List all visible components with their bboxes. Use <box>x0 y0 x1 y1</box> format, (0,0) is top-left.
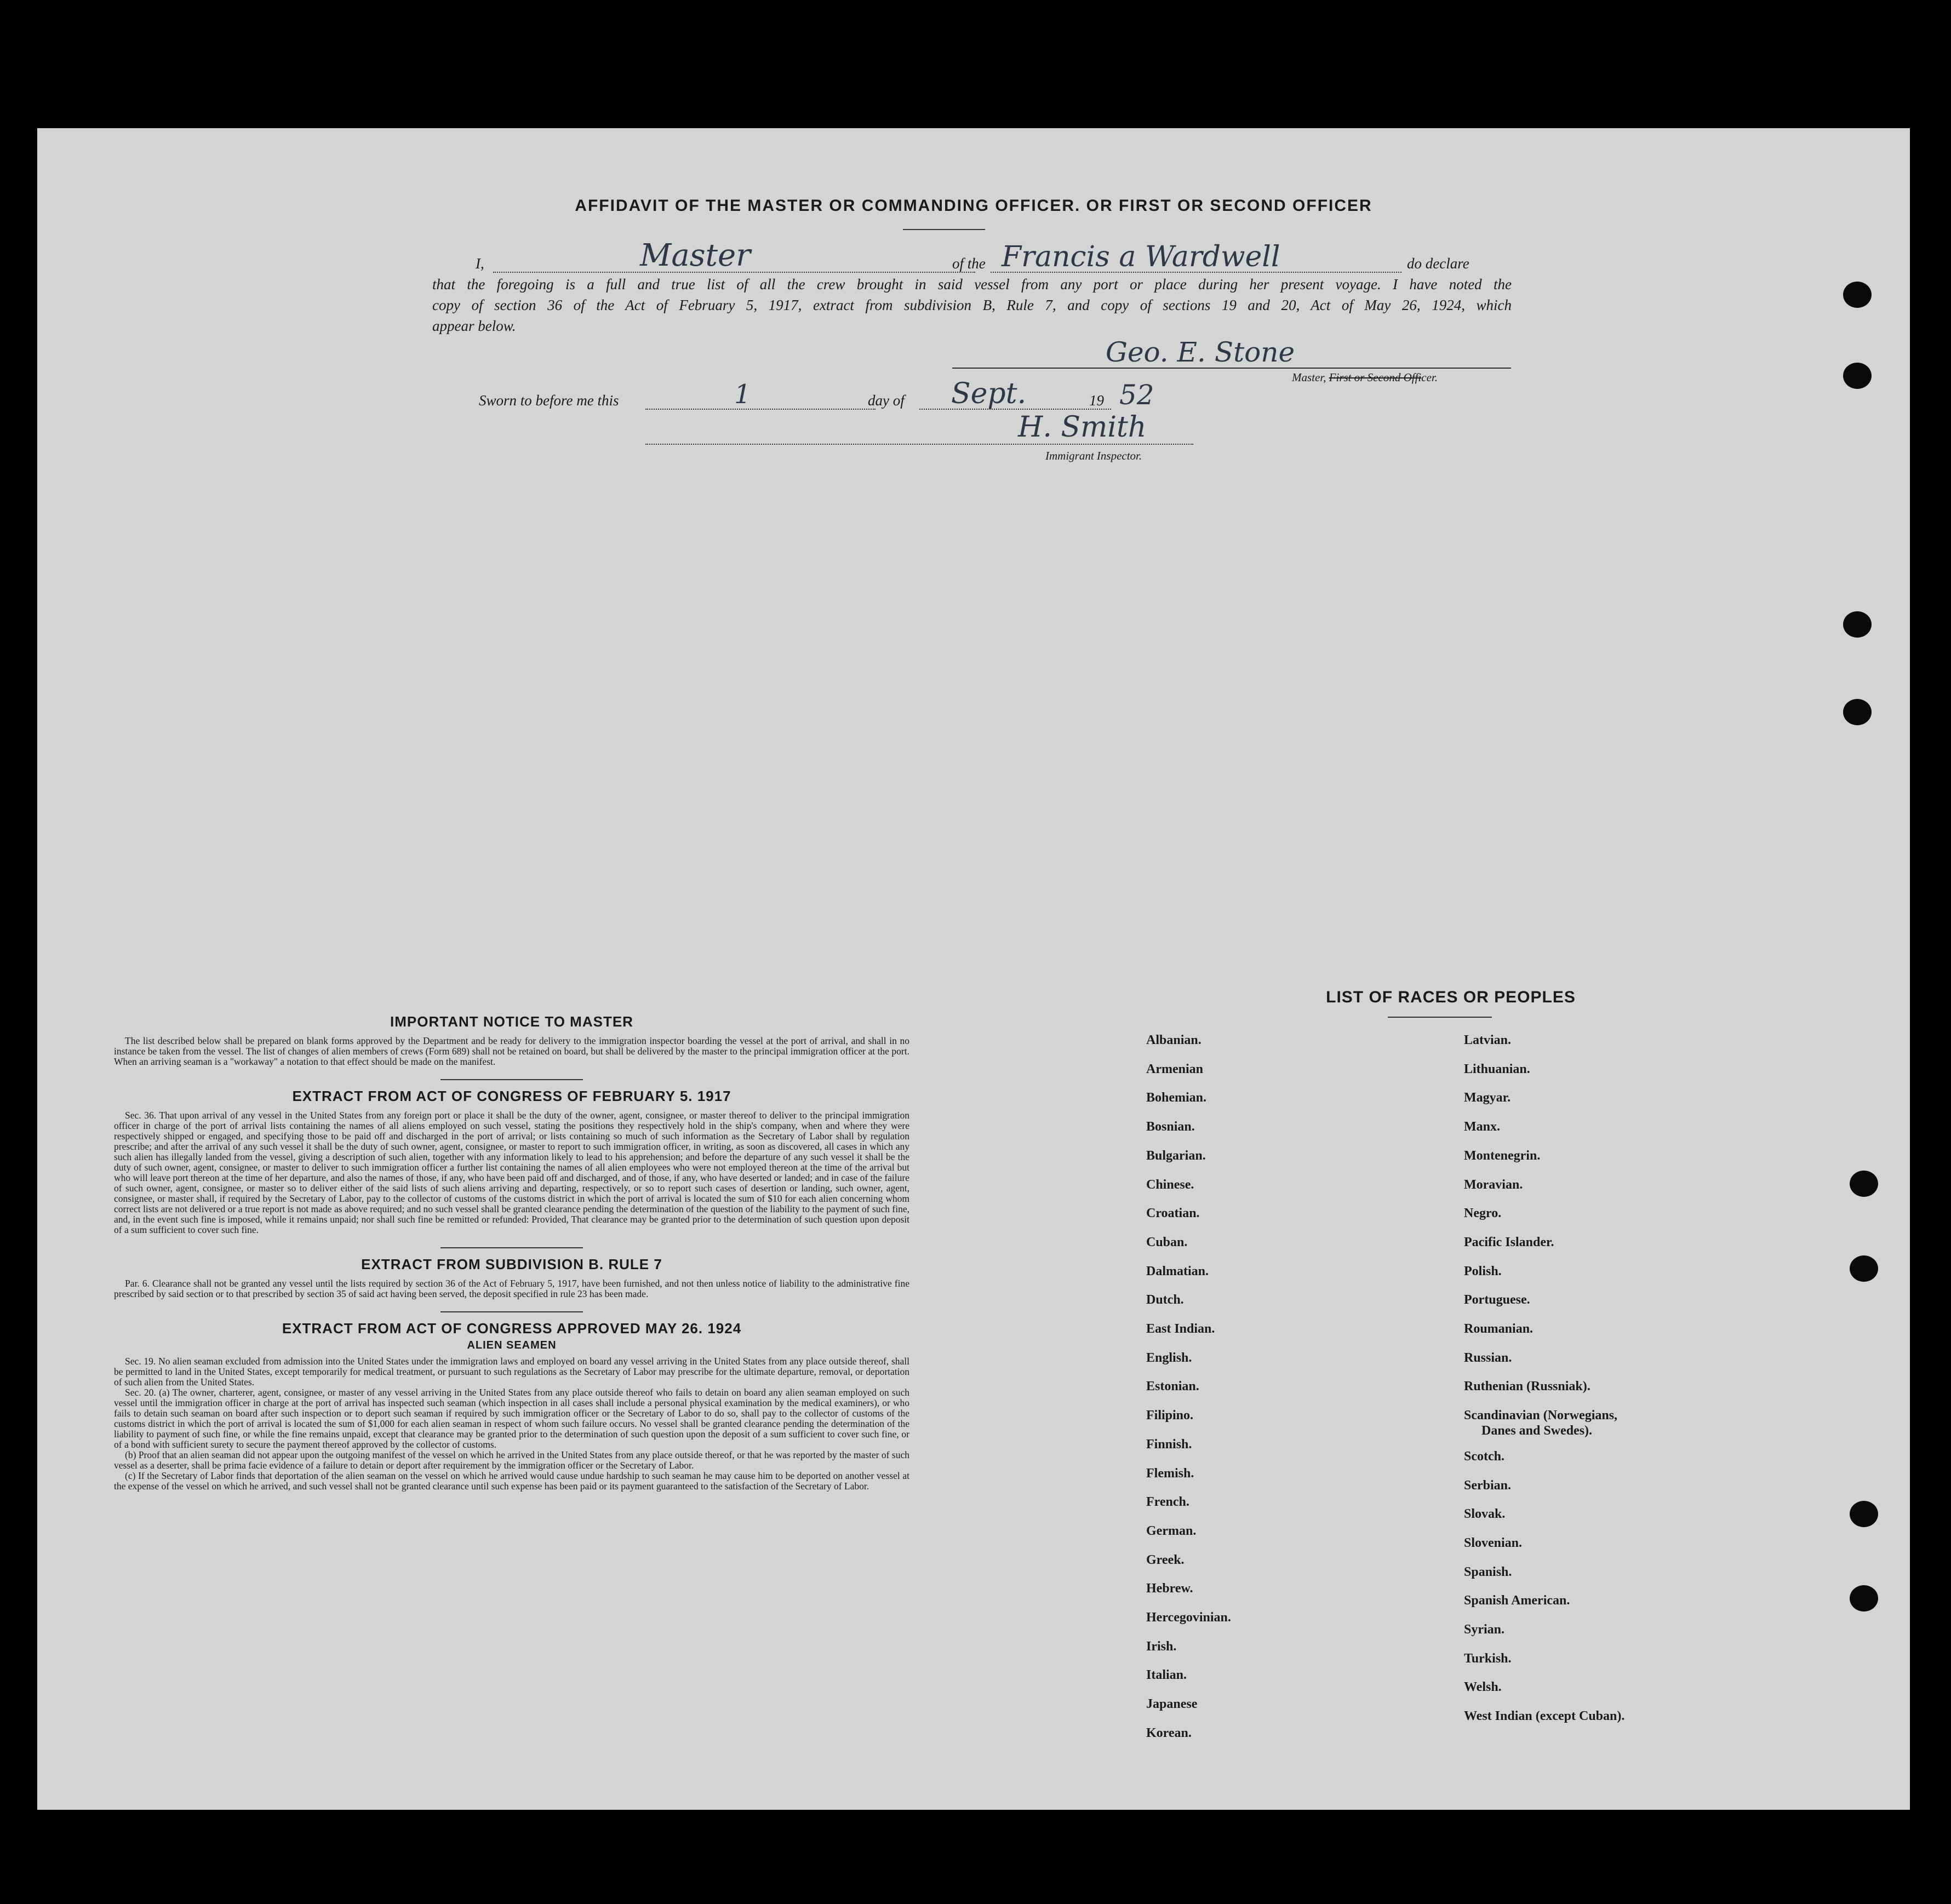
race-item: Dalmatian. <box>1146 1264 1209 1278</box>
race-item: German. <box>1146 1523 1197 1538</box>
binder-hole <box>1850 1171 1878 1197</box>
race-item: Greek. <box>1146 1552 1185 1567</box>
affidavit-body-line1: that the foregoing is a full and true list of all the crew brought in said vessel from any port or place during her present voyage. I have noted the <box>432 276 1512 293</box>
race-item: Russian. <box>1464 1350 1512 1365</box>
master-signature: Geo. E. Stone <box>1106 336 1295 368</box>
race-item: French. <box>1146 1495 1189 1510</box>
race-item: Scandinavian (Norwegians, <box>1464 1408 1618 1423</box>
notice-title: IMPORTANT NOTICE TO MASTER <box>390 1013 633 1030</box>
extract-1924-subtitle: ALIEN SEAMEN <box>467 1339 557 1351</box>
rule7-text: Par. 6. Clearance shall not be granted any vessel until the lists required by section 36 of the Act of February 5, 1917, have been furnished, and not then unless notice of liability to the administrative fine prescribed by said section or to that prescribed by section 35 of said act having been served, the deposit specified in rule 23 has been made. <box>114 1278 909 1299</box>
race-item: Manx. <box>1464 1120 1500 1134</box>
i-label: I, <box>476 255 484 272</box>
day-line <box>645 409 876 410</box>
race-item: Italian. <box>1146 1668 1187 1683</box>
race-item: Dutch. <box>1146 1293 1184 1307</box>
inspector-caption: Immigrant Inspector. <box>1045 449 1142 462</box>
sec20c-text: (c) If the Secretary of Labor finds that deportation of the alien seaman on the vessel on which he arrived would cause undue hardship to such seaman he may cause him to be deported on another vessel at the expense of the vessel on which he arrived, and such vessel shall not be granted clearance until such expense has been paid or its payment guaranteed to the satisfaction of the Secretary of Labor. <box>114 1470 909 1492</box>
race-item: Korean. <box>1146 1725 1192 1740</box>
binder-hole <box>1850 1585 1878 1611</box>
affidavit-body-line3: appear below. <box>432 318 516 334</box>
name-value: Master <box>640 238 751 273</box>
form-page <box>37 128 1910 1810</box>
binder-hole <box>1850 1255 1878 1282</box>
day-value: 1 <box>734 379 751 410</box>
notice-text: The list described below shall be prepared on blank forms approved by the Department and be ready for delivery to the immigration inspector boarding the vessel at the port of arrival, and shall in no instance be taken from the vessel. The list of changes of alien members of crews (Form 689) shall not be retained on board, but shall be delivered by the master to the principal immigration officer at the port. When an arriving seaman is a "workaway" a notation to that effect should be made on the manifest. <box>114 1035 909 1067</box>
extract-1924-title: EXTRACT FROM ACT OF CONGRESS APPROVED MAY 26. 1924 <box>282 1320 742 1337</box>
caption-end: cer. <box>1421 371 1438 384</box>
race-item: Serbian. <box>1464 1478 1512 1493</box>
races-title: LIST OF RACES OR PEOPLES <box>1326 988 1576 1006</box>
notice-column <box>114 1013 909 1492</box>
race-item: Roumanian. <box>1464 1322 1534 1336</box>
do-declare-label: do declare <box>1407 255 1469 272</box>
race-item: Hebrew. <box>1146 1581 1193 1596</box>
race-item: Montenegrin. <box>1464 1148 1541 1163</box>
sec20a-text: Sec. 20. (a) The owner, charterer, agent, consignee, or master of any vessel arriving in the United States from any place outside thereof who fails to detain on board any alien seaman employed on such vessel until the immigration officer in charge at the port of arrival has inspected such seaman (which inspection in all cases shall include a personal physical examination by the medical examiners), or who fails to detain such seaman on board after such inspection or to deport such seaman if required by such immigration officer or the Secretary of Labor to do so, shall pay to the collector of customs of the customs district in which the port of arrival is located the sum of $1,000 for each alien seaman in respect of whom such failure occurs. No vessel shall be granted clearance pending the determination of the liability to payment of such fine, or while the fine remains unpaid, except that clearance may be granted prior to the determination of such question upon the deposit of a sum sufficient to cover such fine, or of a bond with sufficient surety to secure the payment thereof approved by the collector of customs. <box>114 1387 909 1450</box>
race-item: Albanian. <box>1146 1033 1202 1047</box>
vessel-value: Francis a Wardwell <box>1002 240 1280 273</box>
divider <box>440 1079 583 1080</box>
month-value: Sept. <box>951 377 1027 410</box>
race-item: Slovenian. <box>1464 1535 1523 1550</box>
rule7-title: EXTRACT FROM SUBDIVISION B. RULE 7 <box>361 1256 662 1272</box>
race-item: Latvian. <box>1464 1033 1512 1047</box>
race-item: Ruthenian (Russniak). <box>1464 1379 1590 1394</box>
race-item: Moravian. <box>1464 1177 1523 1192</box>
day-of-label: day of <box>868 392 905 409</box>
affidavit-title: AFFIDAVIT OF THE MASTER OR COMMANDING OFFICER. OR FIRST OR SECOND OFFICER <box>575 197 1372 215</box>
race-item: Bohemian. <box>1146 1091 1207 1105</box>
race-item: Irish. <box>1146 1639 1177 1654</box>
extract-1917-text: Sec. 36. That upon arrival of any vessel in the United States from any foreign port or place it shall be the duty of the owner, agent, consignee, or master thereof to deliver to the principal immigration officer in charge of the port of arrival lists containing the names of all aliens employed on such vessel, stating the positions they respectively hold in the ship's company, when and where they were respectively shipped or engaged, and specifying those to be paid off and discharged in the port of arrival; or lists containing so much of such information as the Secretary of Labor shall by regulation prescribe; and after the arrival of any such vessel it shall be the duty of such owner, agent, consignee, or master to report to such immigration officer, in writing, as soon as discovered, all cases in which any such alien has illegally landed from the vessel, giving a description of such alien, together with any information likely to lead to his apprehension; and before the departure of any such vessel it shall be the duty of such owner, agent, consignee, or master to deliver to such immigration officer a further list containing the names of all alien employees who were not employed thereon at the time of the arrival but who will leave port thereon at the time of her departure, and also the names of those, if any, who have been paid off and discharged, and of those, if any, who have deserted or landed; and in case of the failure of such owner, agent, consignee, or master so to deliver either of the said lists of such aliens arriving and departing, respectively, or so to report such cases of desertion or landing, such owner, agent, consignee, or master shall, if required by the Secretary of Labor, pay to the collector of customs of the customs district in which the port of arrival is located the sum of $10 for each alien concerning whom correct lists are not delivered or a true report is not made as above required; and no such vessel shall be granted clearance pending the determination of the question of the liability to the payment of such fine, and, in the event such fine is imposed, while it remains unpaid; nor shall such fine be remitted or refunded: Provided, That clearance may be granted prior to the determination of such question upon deposit of a sum sufficient to cover such fine. <box>114 1110 909 1235</box>
race-item: Croatian. <box>1146 1206 1200 1221</box>
race-item: Spanish. <box>1464 1564 1512 1579</box>
race-item: Flemish. <box>1146 1466 1194 1481</box>
races-divider <box>1388 1017 1492 1018</box>
inspector-line <box>645 444 1193 445</box>
race-item: West Indian (except Cuban). <box>1464 1709 1625 1724</box>
binder-hole <box>1843 282 1872 308</box>
binder-hole <box>1843 611 1872 638</box>
race-item: English. <box>1146 1350 1192 1365</box>
extract-1917-title: EXTRACT FROM ACT OF CONGRESS OF FEBRUARY 5. 1917 <box>292 1088 731 1104</box>
race-item: Hercegovinian. <box>1146 1610 1231 1625</box>
race-item: Danes and Swedes). <box>1481 1424 1593 1438</box>
year-value: 52 <box>1119 379 1154 411</box>
sec20b-text: (b) Proof that an alien seaman did not appear upon the outgoing manifest of the vessel on which he arrived in the United States from any place outside thereof, or that he was reported by the master of such vessel as a deserter, shall be prima facie evidence of a failure to detain or deport after requirement by the immigration officer or the Secretary of Labor. <box>114 1449 909 1471</box>
caption-struck: First or Second Offi <box>1329 371 1422 384</box>
signature-caption <box>1292 371 1438 385</box>
sec19-text: Sec. 19. No alien seaman excluded from admission into the United States under the immigration laws and employed on board any vessel arriving in the United States from any place outside thereof, shall be permitted to land in the United States, except temporarily for medical treatment, or pursuant to such regulations as the Secretary of Labor may prescribe for the ultimate departure, removal, or deportation of such alien from the United States. <box>114 1356 909 1387</box>
race-item: Slovak. <box>1464 1507 1506 1522</box>
affidavit-body-line2: copy of section 36 of the Act of February 5, 1917, extract from subdivision B, Rule 7, and copy of sections 19 and 20, Act of May 26, 1924, which <box>432 297 1512 313</box>
race-item: Spanish American. <box>1464 1593 1570 1608</box>
binder-hole <box>1850 1501 1878 1527</box>
race-item: Filipino. <box>1146 1408 1194 1423</box>
title-divider <box>903 229 985 230</box>
race-item: Bosnian. <box>1146 1120 1195 1134</box>
caption-master: Master, <box>1292 371 1326 384</box>
race-item: East Indian. <box>1146 1322 1215 1336</box>
inspector-signature: H. Smith <box>1018 411 1147 444</box>
race-item: Lithuanian. <box>1464 1062 1530 1076</box>
race-item: Finnish. <box>1146 1437 1192 1452</box>
year-prefix: 19 <box>1089 392 1104 409</box>
divider <box>440 1311 583 1312</box>
of-the-label: of the <box>952 255 986 272</box>
race-item: Welsh. <box>1464 1680 1502 1695</box>
race-item: Japanese <box>1146 1697 1198 1712</box>
race-item: Bulgarian. <box>1146 1148 1206 1163</box>
race-item: Estonian. <box>1146 1379 1199 1394</box>
divider <box>440 1247 583 1248</box>
race-item: Turkish. <box>1464 1651 1512 1666</box>
race-item: Armenian <box>1146 1062 1203 1076</box>
race-item: Magyar. <box>1464 1091 1511 1105</box>
race-item: Negro. <box>1464 1206 1502 1221</box>
binder-hole <box>1843 699 1872 725</box>
binder-hole <box>1843 363 1872 389</box>
race-item: Pacific Islander. <box>1464 1235 1554 1249</box>
race-item: Portuguese. <box>1464 1293 1530 1307</box>
race-item: Cuban. <box>1146 1235 1188 1249</box>
race-item: Scotch. <box>1464 1449 1504 1464</box>
race-item: Chinese. <box>1146 1177 1194 1192</box>
sworn-label: Sworn to before me this <box>479 392 619 409</box>
race-item: Polish. <box>1464 1264 1502 1278</box>
race-item: Syrian. <box>1464 1622 1505 1637</box>
